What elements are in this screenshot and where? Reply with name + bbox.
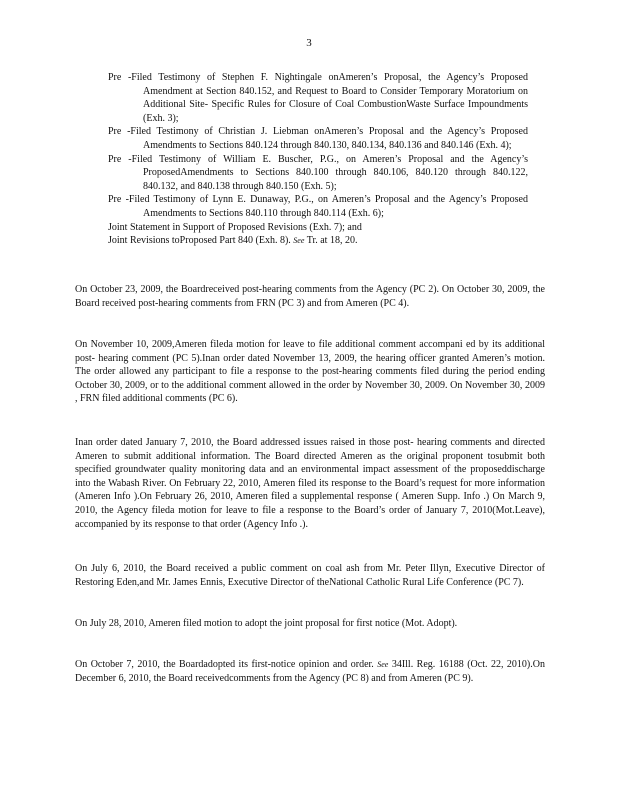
page-number: 3 [306, 37, 312, 49]
see-citation: See [377, 660, 389, 669]
paragraph-jan-2010: Inan order dated January 7, 2010, the Board addressed issues raised in those post- hearing comments and directed Ameren to submit additional information. The Board directed Ameren as the original proponent tosubmit both specified groundwater quality monitoring data and an environmental impact assessment of the proposeddischarge into the Wabash River. On February 22, 2010, Ameren filed its response to the Board’s request for more information (Ameren Info ).On February 26, 2010, Ameren filed a supplemental response ( Ameren Supp. Info .) On March 9, 2010, the Agency fileda motion for leave to file a response to the Board’s order of January 7, 2010(Mot.Leave), accompanied by its response to that order (Agency Info .). [75, 437, 545, 530]
paragraph-text: On October 7, 2010, the Boardadopted its first-notice opinion and order. [75, 659, 378, 670]
exhibit-item-citation: Tr. at 18, 20. [304, 235, 358, 247]
exhibit-item-text: Joint Revisions toProposed Part 840 (Exh. 8). [108, 235, 291, 247]
exhibit-item [108, 234, 528, 248]
exhibit-list [108, 71, 528, 248]
exhibit-item: Pre -Filed Testimony of Christian J. Liebman onAmeren’s Proposal and the Agency’s Proposed Amendments to Sections 840.124 through 840.130, 840.134, 840.136 and 840.146 (Exh. 4); [108, 126, 528, 151]
exhibit-item: Pre -Filed Testimony of William E. Buscher, P.G., on Ameren’s Proposal and the Agency’s ProposedAmendments to Sections 840.100 through 840.106, 840.120 through 840.122, 840.132, and 840.138 through 840.150 (Exh. 5); [108, 153, 528, 192]
paragraph-oct-dec-2010 [75, 658, 545, 685]
exhibit-item: Joint Statement in Support of Proposed Revisions (Exh. 7); and [108, 221, 362, 233]
paragraph-oct-2009: On October 23, 2009, the Boardreceived post-hearing comments from the Agency (PC 2). On October 30, 2009, the Board received post-hearing comments from FRN (PC 3) and from Ameren (PC 4). [75, 284, 545, 309]
exhibit-item: Pre -Filed Testimony of Stephen F. Nightingale onAmeren’s Proposal, the Agency’s Proposed Amendment at Section 840.152, and Request to Board to Consider Temporary Moratorium on Additional Site- Specific Rules for Closure of Coal CombustionWaste Surface Impoundments (Exh. 3); [108, 72, 528, 124]
paragraph-jul-28-2010: On July 28, 2010, Ameren filed motion to adopt the joint proposal for first notice (Mot. Adopt). [75, 618, 458, 629]
exhibit-item: Pre -Filed Testimony of Lynn E. Dunaway, P.G., on Ameren’s Proposal and the Agency’s Proposed Amendments to Sections 840.110 through 840.114 (Exh. 6); [108, 194, 528, 219]
paragraph-jul-6-2010: On July 6, 2010, the Board received a public comment on coal ash from Mr. Peter Illyn, Executive Director of Restoring Eden,and Mr. James Ennis, Executive Director of theNational Catholic Rural Life Conference (PC 7). [75, 563, 545, 588]
see-citation: See [293, 236, 305, 246]
paragraph-text: 34Ill. Reg. 16188 (Oct. 22, 2010).On December 6, 2010, the Board receivedcomments from the Agency (PC 8) and from Ameren (PC 9). [75, 659, 545, 684]
paragraph-nov-2009: On November 10, 2009,Ameren fileda motion for leave to file additional comment accompani ed by its additional post- hearing comment (PC 5).Inan order dated November 13, 2009, the hearing officer granted Ameren’s motion. The order allowed any participant to file a response to the post-hearing comments filed during the period ending October 30, 2009, or to the additional comment allowed in the order by November 30, 2009. On November 30, 2009 , FRN filed additional comments (PC 6). [75, 339, 545, 405]
